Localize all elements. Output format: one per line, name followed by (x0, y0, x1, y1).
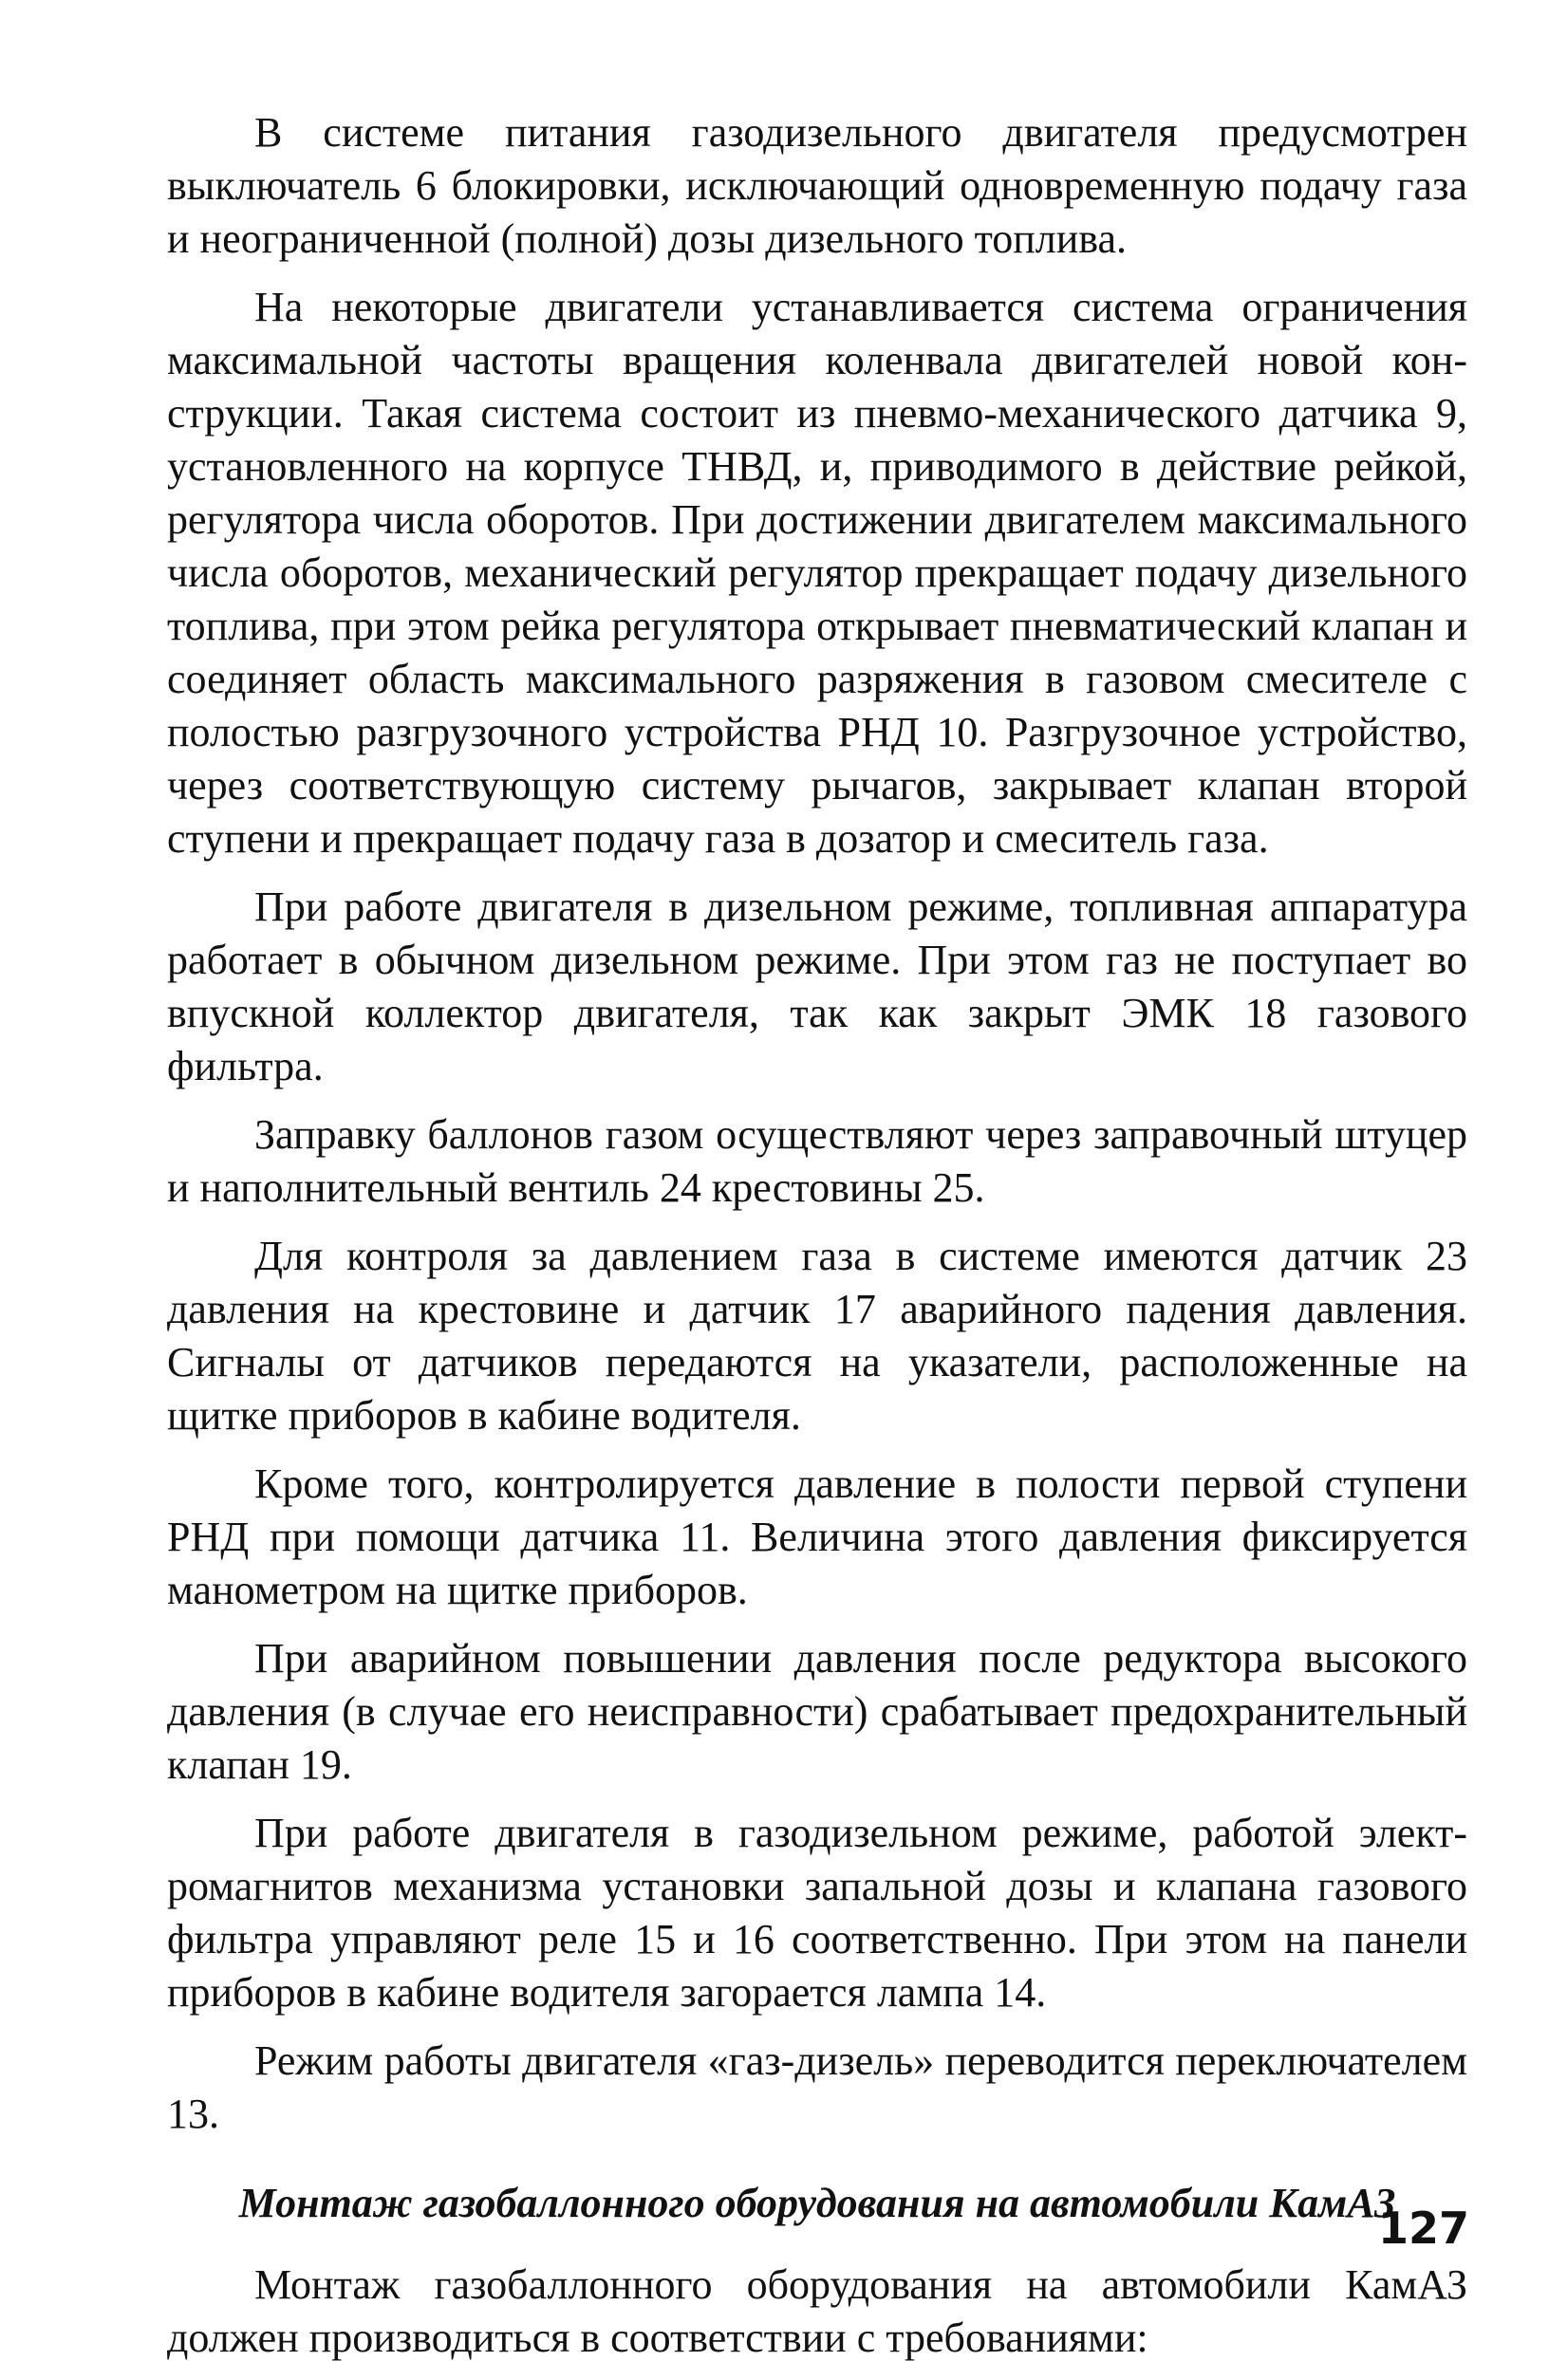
paragraph-gas-diesel-mode: При работе двигателя в газодизельном режиме, работой электромагнитов механизма установки запальной дозы и клапана газового фильтра управляют реле 15 и 16 соответственно. При этом на панели приборов в кабине водителя загорается лампа 14. (167, 1810, 1467, 2016)
section-heading: Монтаж газобаллонного оборудования на автомобили КамАЗ (238, 2180, 1396, 2226)
paragraph-blocking-switch: В системе питания газодизельного двигателя предусмотрен выключатель 6 блокировки, исключающий одновременную подачу газа и неограниченной (полной) дозы дизельного топлива. (167, 109, 1467, 262)
page-body (167, 106, 1467, 2380)
paragraph-mode-switch: Режим работы двигателя «газ-дизель» переводится переключателем 13. (167, 2037, 1467, 2137)
paragraph-speed-limiter: На некоторые двигатели устанавливается система ограничения максимальной частоты вращения коленвала двигателей новой конструкции. Такая система состоит из пневмо-механического датчика 9, установленного на корпусе ТНВД, и, приводимого в действие рейкой, регулятора числа оборотов. При достижении двигателем максимального числа оборотов, механический регулятор прекращает подачу дизельного топлива, при этом рейка регулятора открывает пневматический клапан и соединяет область максимального разряжения в газовом смесителе с полостью разгрузочного устройства РНД 10. Разгрузочное устройство, через соответствующую систему рычагов, закрывает клапан второй ступени и прекращает подачу газа в дозатор и смеситель газа. (167, 284, 1467, 862)
paragraph-diesel-mode: При работе двигателя в дизельном режиме, топливная аппаратура работает в обычном дизельном режиме. При этом газ не поступает во впускной коллектор двигателя, так как закрыт ЭМК 18 газового фильтра. (167, 883, 1467, 1089)
paragraph-refueling: Заправку баллонов газом осуществляют через заправочный штуцер и наполнительный вентиль 24 крестовины 25. (167, 1111, 1467, 1211)
paragraph-first-stage-pressure: Кроме того, контролируется давление в полости первой ступени РНД при помощи датчика 11. Величина этого давления фиксируется манометром на щитке приборов. (167, 1460, 1467, 1613)
paragraph-safety-valve: При аварийном повышении давления после редуктора высокого давления (в случае его неисправности) срабатывает предохранительный клапан 19. (167, 1635, 1467, 1788)
paragraph-installation-requirements: Монтаж газобаллонного оборудования на автомобили КамАЗ должен производиться в соответствии с требованиями: (167, 2261, 1467, 2361)
page-number: 127 (1377, 2203, 1469, 2254)
paragraph-pressure-sensors: Для контроля за давлением газа в системе имеются датчик 23 давления на крестовине и датчик 17 аварийного падения давления. Сигналы от датчиков передаются на указатели, расположенные на щитке приборов в кабине водителя. (167, 1233, 1467, 1439)
